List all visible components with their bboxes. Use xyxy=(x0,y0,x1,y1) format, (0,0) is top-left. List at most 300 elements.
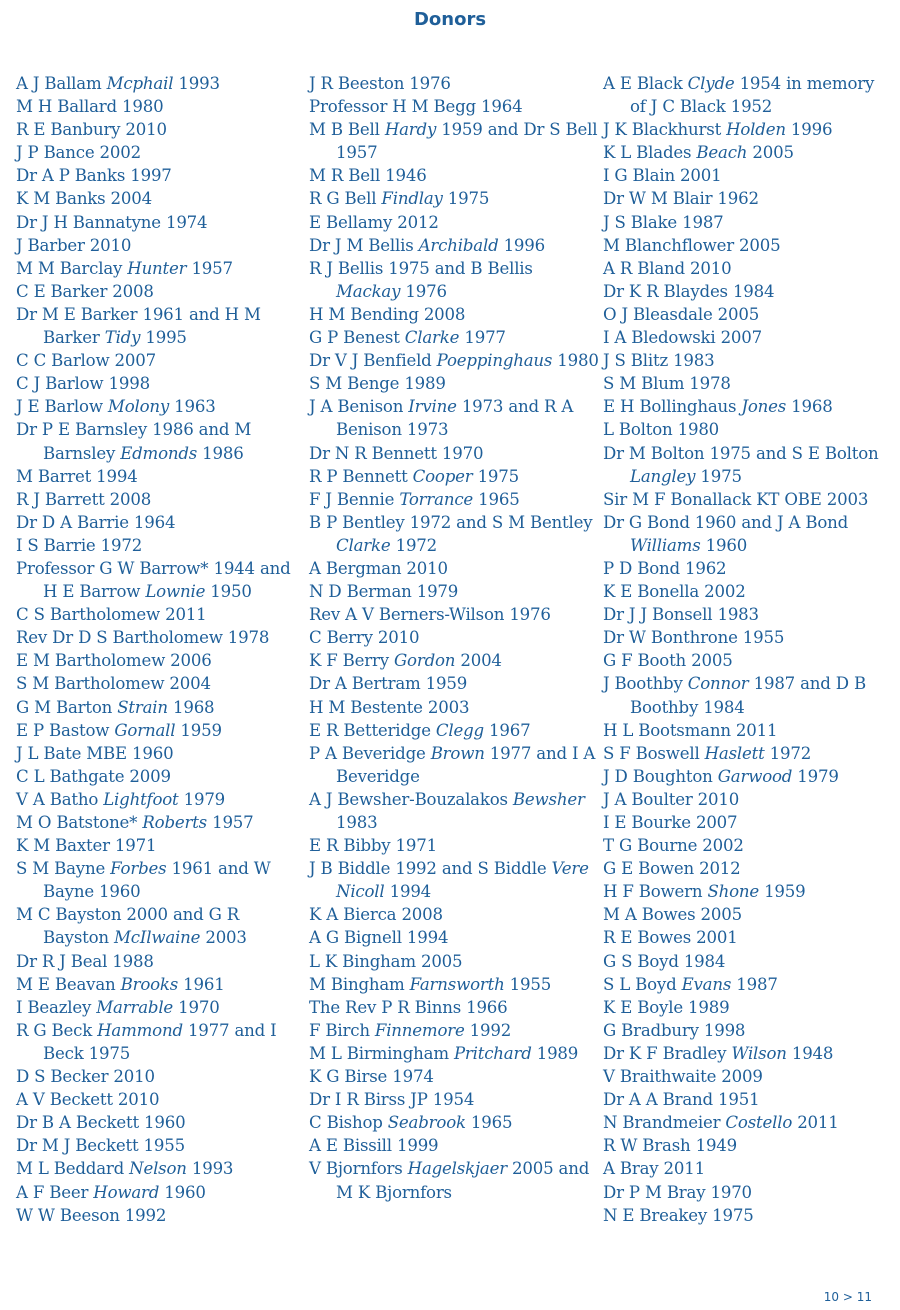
donor-text: 1986 xyxy=(197,443,244,463)
donor-text: Dr J H Bannatyne 1974 xyxy=(16,212,208,232)
donor-text: 2005 xyxy=(747,143,794,163)
donor-entry xyxy=(16,996,308,1019)
donor-entry xyxy=(16,788,308,811)
donor-column-3 xyxy=(603,72,893,1227)
donor-text: S M Bayne xyxy=(16,859,111,879)
donor-maiden-name: Forbes xyxy=(110,859,167,879)
donor-entry xyxy=(603,719,893,742)
donor-text: 1968 xyxy=(786,397,833,417)
donor-text: Dr K F Bradley xyxy=(603,1043,732,1063)
donor-text: J E Barlow xyxy=(16,397,108,417)
donor-text: 1987 xyxy=(731,974,778,994)
donor-entry xyxy=(603,649,893,672)
donor-text: Dr A A Brand 1951 xyxy=(603,1090,760,1110)
donor-entry xyxy=(603,488,893,511)
donor-text: Dr A P Banks 1997 xyxy=(16,166,172,186)
donor-entry xyxy=(603,996,893,1019)
donor-maiden-name: Hagelskjaer xyxy=(407,1159,507,1179)
donor-entry xyxy=(16,626,308,649)
donor-text: Professor G W Barrow* 1944 and H E Barrow xyxy=(16,558,291,602)
donor-maiden-name: Brooks xyxy=(120,974,179,994)
donor-maiden-name: Molony xyxy=(107,397,170,417)
donor-text: 1975 xyxy=(472,466,520,486)
donor-maiden-name: Garwood xyxy=(717,766,793,786)
donor-entry xyxy=(16,742,308,765)
donor-entry xyxy=(16,719,308,742)
donor-maiden-name: Clyde xyxy=(687,74,735,93)
donor-maiden-name: Findlay xyxy=(381,189,443,209)
donor-text: 1976 xyxy=(400,281,447,301)
donor-text: 1963 xyxy=(169,397,216,417)
donor-maiden-name: Shone xyxy=(707,882,759,902)
donor-text: Rev Dr D S Bartholomew 1978 xyxy=(16,628,270,648)
donor-text: H L Bootsmann 2011 xyxy=(603,720,778,740)
donor-text: Dr B A Beckett 1960 xyxy=(16,1113,186,1133)
donor-text: H F Bowern xyxy=(603,882,708,902)
donor-entry xyxy=(16,857,308,903)
donor-text: 1960 xyxy=(700,535,748,555)
donor-text: 1977 and I Beck 1975 xyxy=(43,1020,277,1063)
donor-text: K E Bonella 2002 xyxy=(603,582,746,602)
donor-entry xyxy=(309,442,601,465)
donor-text: E M Bartholomew 2006 xyxy=(16,651,212,671)
donor-entry xyxy=(603,880,893,903)
donor-entry xyxy=(603,257,893,280)
donor-maiden-name: Gordon xyxy=(394,651,456,671)
donor-text: F J Bennie xyxy=(309,489,400,509)
donor-entry xyxy=(16,418,308,464)
donor-entry xyxy=(309,649,601,672)
donor-maiden-name: Brown xyxy=(430,743,485,763)
donor-entry xyxy=(16,211,308,234)
donor-text: I A Bledowski 2007 xyxy=(603,328,763,348)
donor-text: O J Bleasdale 2005 xyxy=(603,304,760,324)
donor-entry xyxy=(16,95,308,118)
donor-text: 1996 xyxy=(498,235,546,255)
donor-text: G S Boyd 1984 xyxy=(603,951,726,971)
donor-maiden-name: Evans xyxy=(681,974,732,994)
donor-text: A Bray 2011 xyxy=(603,1159,705,1179)
donor-text: C Bishop xyxy=(309,1113,388,1133)
donor-entry xyxy=(16,811,308,834)
donor-text: N Brandmeier xyxy=(603,1113,726,1133)
donor-column-1 xyxy=(16,72,308,1227)
donor-maiden-name: Mackay xyxy=(336,281,401,301)
donor-text: Dr M Bolton 1975 and S E Bolton xyxy=(603,443,879,463)
donor-text: J A Benison xyxy=(309,397,409,417)
donor-text: C J Barlow 1998 xyxy=(16,374,150,394)
donor-entry xyxy=(16,603,308,626)
donor-entry xyxy=(309,1134,601,1157)
donor-text: 1980 xyxy=(552,351,599,371)
donor-text: L Bolton 1980 xyxy=(603,420,720,440)
donor-text: I G Blain 2001 xyxy=(603,166,722,186)
donor-text: 2003 xyxy=(200,928,247,948)
donor-entry xyxy=(16,118,308,141)
donor-entry xyxy=(309,1088,601,1111)
donor-text: B P Bentley 1972 and S M Bentley xyxy=(309,512,593,532)
donor-text: R J Barrett 2008 xyxy=(16,489,152,509)
donor-text: S M Bartholomew 2004 xyxy=(16,674,211,694)
donor-text: 1987 and D B Boothby 1984 xyxy=(630,674,866,717)
donor-entry xyxy=(16,1204,308,1227)
donor-text: 2004 xyxy=(455,651,502,671)
donor-text: R W Brash 1949 xyxy=(603,1136,738,1156)
donor-entry xyxy=(603,765,893,788)
donor-entry xyxy=(603,857,893,880)
donor-entry xyxy=(309,326,601,349)
donor-text: 1972 xyxy=(764,743,812,763)
donor-entry xyxy=(603,349,893,372)
donor-maiden-name: Holden xyxy=(726,120,786,140)
donor-entry xyxy=(309,372,601,395)
donor-maiden-name: Irvine xyxy=(408,397,457,417)
donor-entry xyxy=(16,187,308,210)
donor-text: 1977 and I A Beveridge xyxy=(336,743,596,786)
donor-text: M Bingham xyxy=(309,974,410,994)
donor-text: V Braithwaite 2009 xyxy=(603,1067,763,1087)
donor-maiden-name: Clarke xyxy=(336,535,391,555)
donor-text: 1993 xyxy=(186,1159,234,1179)
donor-text: 2011 xyxy=(792,1113,839,1133)
donor-entry xyxy=(16,765,308,788)
donor-entry xyxy=(309,395,601,441)
donor-text: 1965 xyxy=(465,1113,513,1133)
donor-text: Sir M F Bonallack KT OBE 2003 xyxy=(603,489,869,509)
donor-entry xyxy=(16,511,308,534)
donor-column-2 xyxy=(309,72,601,1204)
donor-entry xyxy=(309,996,601,1019)
donor-text: K G Birse 1974 xyxy=(309,1067,434,1087)
donor-entry xyxy=(603,1181,893,1204)
donor-text: N D Berman 1979 xyxy=(309,582,459,602)
donor-text: S L Boyd xyxy=(603,974,682,994)
donor-entry xyxy=(16,1134,308,1157)
donor-entry xyxy=(603,72,893,118)
donor-entry xyxy=(16,1157,308,1180)
donor-entry xyxy=(309,234,601,257)
donor-text: M Blanchflower 2005 xyxy=(603,235,781,255)
donor-maiden-name: Langley xyxy=(630,466,696,486)
donor-text: Dr V J Benfield xyxy=(309,351,437,371)
donor-text: A J Bewsher-Bouzalakos xyxy=(309,789,513,809)
donor-text: L K Bingham 2005 xyxy=(309,951,463,971)
donor-entry xyxy=(603,326,893,349)
donor-entry xyxy=(603,1088,893,1111)
donor-text: F Birch xyxy=(309,1020,375,1040)
donor-text: 1965 xyxy=(473,489,520,509)
donor-text: A J Ballam xyxy=(16,74,107,93)
donor-text: K L Blades xyxy=(603,143,697,163)
donor-text: 1973 and R A Benison 1973 xyxy=(336,397,574,440)
donor-text: M L Beddard xyxy=(16,1159,130,1179)
donor-entry xyxy=(309,95,601,118)
donor-maiden-name: Haslett xyxy=(704,743,765,763)
donor-text: J S Blitz 1983 xyxy=(603,351,715,371)
donor-text: 1994 xyxy=(384,882,432,902)
donor-text: R J Bellis 1975 and B Bellis xyxy=(309,258,533,278)
donor-entry xyxy=(309,187,601,210)
page-title: Donors xyxy=(413,9,487,30)
donor-text: Dr W M Blair 1962 xyxy=(603,189,759,209)
donor-text: J A Boulter 2010 xyxy=(603,789,740,809)
donor-entry xyxy=(309,1111,601,1134)
donor-text: 1983 xyxy=(336,813,378,832)
donor-entry xyxy=(603,742,893,765)
donor-text: 1968 xyxy=(167,697,215,717)
donor-text: E Bellamy 2012 xyxy=(309,212,439,232)
donor-text: J Barber 2010 xyxy=(16,235,132,255)
donor-maiden-name: Clarke xyxy=(404,328,460,348)
donor-entry xyxy=(16,557,308,603)
donor-text: S M Benge 1989 xyxy=(309,374,446,394)
donor-entry xyxy=(309,349,601,372)
donor-text: 1961 xyxy=(178,974,225,994)
donor-text: A F Beer xyxy=(16,1182,94,1202)
donor-maiden-name: Pritchard xyxy=(453,1043,532,1063)
donor-text: 1967 xyxy=(483,720,531,740)
donor-text: S F Boswell xyxy=(603,743,705,763)
donor-entry xyxy=(309,696,601,719)
donor-entry xyxy=(603,1134,893,1157)
donor-entry xyxy=(603,672,893,718)
donor-entry xyxy=(603,1019,893,1042)
donor-text: 2005 and M K Bjornfors xyxy=(336,1159,590,1202)
donor-maiden-name: Williams xyxy=(630,535,701,555)
donor-text: 1959 and Dr S Bell 1957 xyxy=(336,120,598,163)
donor-entry xyxy=(603,141,893,164)
donor-entry xyxy=(16,834,308,857)
donor-entry xyxy=(603,626,893,649)
donor-text: A Bergman 2010 xyxy=(309,558,448,578)
donor-maiden-name: Costello xyxy=(725,1113,793,1133)
donor-maiden-name: Tidy xyxy=(104,328,141,348)
donor-text: E R Bibby 1971 xyxy=(309,836,437,856)
donor-text: 1975 xyxy=(695,466,742,486)
donor-text: M H Ballard 1980 xyxy=(16,97,164,117)
donor-maiden-name: Seabrook xyxy=(387,1113,466,1133)
donor-entry xyxy=(16,141,308,164)
donor-entry xyxy=(16,303,308,349)
donor-entry xyxy=(16,950,308,973)
donor-entry xyxy=(16,649,308,672)
donor-text: Rev A V Berners-Wilson 1976 xyxy=(309,605,551,625)
donor-entry xyxy=(309,1157,601,1203)
donor-text: G E Bowen 2012 xyxy=(603,859,741,879)
donor-entry xyxy=(309,211,601,234)
donor-text: 1957 xyxy=(207,813,254,832)
donor-entry xyxy=(603,603,893,626)
donor-text: A E Black xyxy=(603,74,688,93)
donor-maiden-name: Hardy xyxy=(384,120,437,140)
donor-text: J Boothby xyxy=(603,674,688,694)
donor-entry xyxy=(603,1157,893,1180)
donor-maiden-name: Wilson xyxy=(731,1043,787,1063)
donor-text: R G Bell xyxy=(309,189,382,209)
donor-maiden-name: Nelson xyxy=(129,1159,187,1179)
donor-text: Dr P M Bray 1970 xyxy=(603,1182,752,1202)
donor-entry xyxy=(603,372,893,395)
donor-maiden-name: Poeppinghaus xyxy=(436,351,553,371)
donor-text: I Beazley xyxy=(16,997,97,1017)
donor-text: 1961 and W Bayne 1960 xyxy=(43,859,271,902)
donor-text: 1948 xyxy=(786,1043,834,1063)
donor-entry xyxy=(309,257,601,303)
page-number: 10 > 11 xyxy=(823,1290,872,1304)
donor-entry xyxy=(603,418,893,441)
donor-entry xyxy=(603,164,893,187)
donor-text: 1960 xyxy=(159,1182,206,1202)
donor-text: M Barret 1994 xyxy=(16,466,138,486)
donor-text: K M Baxter 1971 xyxy=(16,836,157,856)
donor-text: T G Bourne 2002 xyxy=(603,836,744,856)
donor-entry xyxy=(309,950,601,973)
donor-maiden-name: Lightfoot xyxy=(103,789,179,809)
donor-text: Dr W Bonthrone 1955 xyxy=(603,628,785,648)
donor-entry xyxy=(603,395,893,418)
donor-text: Dr G Bond 1960 and J A Bond xyxy=(603,512,849,532)
donor-text: Dr N R Bennett 1970 xyxy=(309,443,484,463)
donor-text: H M Bestente 2003 xyxy=(309,697,470,717)
donor-entry xyxy=(309,1065,601,1088)
donor-entry xyxy=(309,672,601,695)
donor-maiden-name: Hammond xyxy=(97,1020,183,1040)
donor-maiden-name: Beach xyxy=(696,143,748,163)
donor-entry xyxy=(603,234,893,257)
donor-entry xyxy=(16,1019,308,1065)
donor-maiden-name: Bewsher xyxy=(512,789,585,809)
donor-entry xyxy=(309,164,601,187)
donor-entry xyxy=(309,973,601,996)
donor-entry xyxy=(16,1065,308,1088)
donor-text: 1972 xyxy=(390,535,438,555)
donor-text: J K Blackhurst xyxy=(603,120,727,140)
donor-text: J D Boughton xyxy=(603,766,718,786)
donor-entry xyxy=(309,626,601,649)
donor-entry xyxy=(603,1204,893,1227)
donor-text: S M Blum 1978 xyxy=(603,374,731,394)
donor-text: Professor H M Begg 1964 xyxy=(309,97,523,117)
donor-entry xyxy=(603,926,893,949)
donor-maiden-name: Torrance xyxy=(399,489,474,509)
donor-text: 1979 xyxy=(178,789,226,809)
donor-text: E P Bastow xyxy=(16,720,115,740)
donor-entry xyxy=(309,72,601,95)
donor-entry xyxy=(603,811,893,834)
donor-text: I E Bourke 2007 xyxy=(603,813,738,832)
donor-entry xyxy=(16,973,308,996)
donor-entry xyxy=(309,1019,601,1042)
donor-entry xyxy=(309,742,601,788)
donor-text: M C Bayston 2000 and G R Bayston xyxy=(16,905,240,948)
donor-text: R G Beck xyxy=(16,1020,98,1040)
donor-maiden-name: Edmonds xyxy=(120,443,198,463)
donor-text: R P Bennett xyxy=(309,466,413,486)
donor-text: 1992 xyxy=(464,1020,512,1040)
donor-entry xyxy=(309,580,601,603)
donor-text: V A Batho xyxy=(16,789,104,809)
donor-entry xyxy=(603,1111,893,1134)
donor-text: V Bjornfors xyxy=(309,1159,408,1179)
donor-text: 1957 xyxy=(186,258,233,278)
donor-text: M R Bell 1946 xyxy=(309,166,427,186)
donor-maiden-name: Jones xyxy=(741,397,787,417)
donor-entry xyxy=(309,603,601,626)
donor-text: M O Batstone* xyxy=(16,813,143,832)
donor-entry xyxy=(16,488,308,511)
donor-text: A V Beckett 2010 xyxy=(16,1090,160,1110)
donor-text: 1955 xyxy=(504,974,552,994)
donor-entry xyxy=(603,303,893,326)
donor-entry xyxy=(309,488,601,511)
donor-maiden-name: Howard xyxy=(93,1182,160,1202)
donor-text: C S Bartholomew 2011 xyxy=(16,605,207,625)
donor-maiden-name: Connor xyxy=(687,674,749,694)
donor-entry xyxy=(603,118,893,141)
donor-maiden-name: Mcphail xyxy=(106,74,174,93)
donor-entry xyxy=(603,511,893,557)
donor-text: K A Bierca 2008 xyxy=(309,905,443,925)
donor-entry xyxy=(603,557,893,580)
donor-text: P A Beveridge xyxy=(309,743,431,763)
donor-text: C E Barker 2008 xyxy=(16,281,154,301)
donor-text: M L Birmingham xyxy=(309,1043,454,1063)
donor-entry xyxy=(309,1042,601,1065)
donor-text: K M Banks 2004 xyxy=(16,189,152,209)
donor-text: A R Bland 2010 xyxy=(603,258,732,278)
donor-text: R E Bowes 2001 xyxy=(603,928,738,948)
donor-maiden-name: Strain xyxy=(117,697,168,717)
donor-text: N E Breakey 1975 xyxy=(603,1205,754,1225)
donor-entry xyxy=(16,280,308,303)
donor-entry xyxy=(603,211,893,234)
donor-text: K F Berry xyxy=(309,651,394,671)
donor-text: M B Bell xyxy=(309,120,385,140)
donor-text: G P Benest xyxy=(309,328,405,348)
donor-text: 1993 xyxy=(173,74,220,93)
donor-text: 1979 xyxy=(792,766,839,786)
donor-text: 1954 in memory of J C Black 1952 xyxy=(630,74,875,117)
donor-entry xyxy=(309,834,601,857)
donor-maiden-name: Gornall xyxy=(114,720,176,740)
donor-entry xyxy=(603,834,893,857)
donor-entry xyxy=(309,511,601,557)
donor-entry xyxy=(16,349,308,372)
donor-text: J P Bance 2002 xyxy=(16,143,141,163)
donor-text: A E Bissill 1999 xyxy=(309,1136,439,1156)
donor-text: 1950 xyxy=(205,582,252,602)
donor-entry xyxy=(16,672,308,695)
donor-text: H M Bending 2008 xyxy=(309,304,466,324)
donor-text: 1959 xyxy=(759,882,806,902)
donor-text: 1970 xyxy=(173,997,220,1017)
donor-maiden-name: Clegg xyxy=(435,720,484,740)
donor-text: G F Booth 2005 xyxy=(603,651,733,671)
donor-entry xyxy=(309,857,601,903)
donor-text: Dr J J Bonsell 1983 xyxy=(603,605,759,625)
donor-text: J R Beeston 1976 xyxy=(309,74,451,93)
donor-text: I S Barrie 1972 xyxy=(16,535,143,555)
donor-entry xyxy=(309,465,601,488)
donor-entry xyxy=(603,973,893,996)
donor-entry xyxy=(16,234,308,257)
donor-entry xyxy=(16,903,308,949)
donor-entry xyxy=(309,719,601,742)
donor-entry xyxy=(309,926,601,949)
donor-entry xyxy=(603,950,893,973)
donor-entry xyxy=(603,788,893,811)
donor-entry xyxy=(603,1042,893,1065)
